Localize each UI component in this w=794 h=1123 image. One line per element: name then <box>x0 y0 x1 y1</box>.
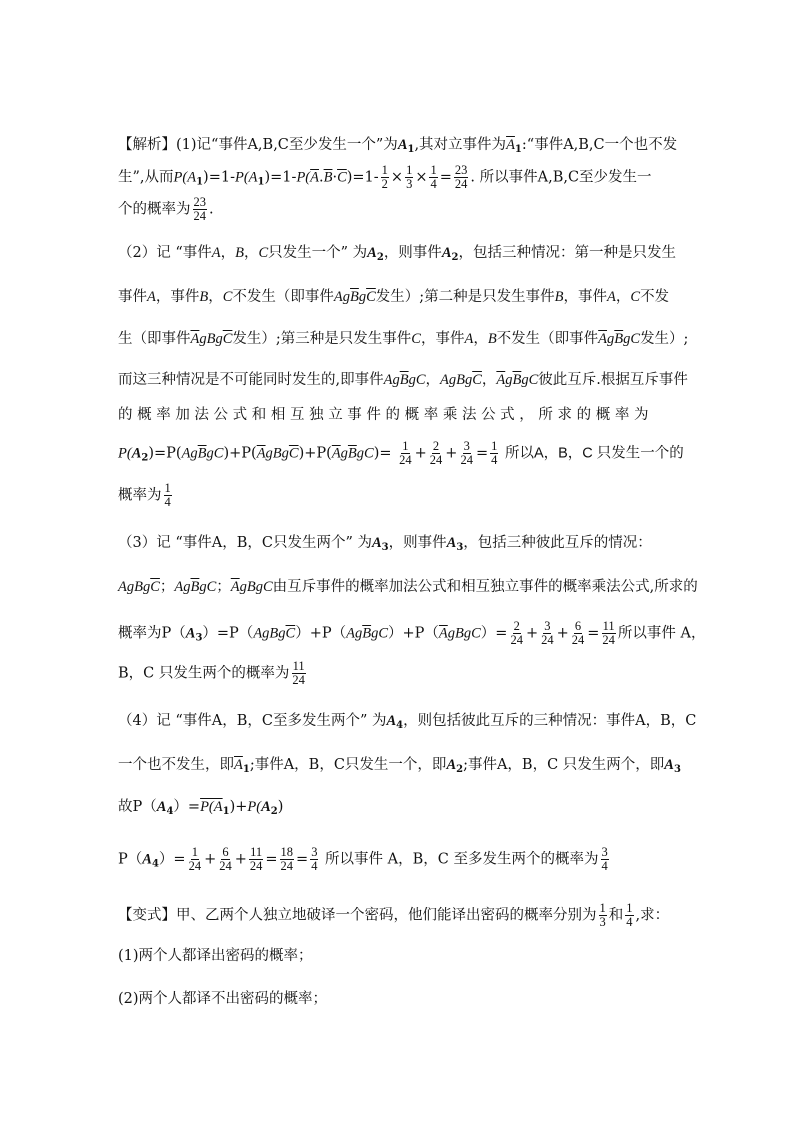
fraction <box>218 846 233 873</box>
text-segment: (2)两个人都译不出密码的概率； <box>118 991 328 1007</box>
text-segment: A <box>131 445 142 462</box>
text-segment: A <box>441 245 452 261</box>
text-segment: 3 <box>456 542 464 553</box>
text-segment: gC <box>371 625 388 642</box>
var: A <box>397 137 408 153</box>
text-segment: 4 <box>396 720 404 731</box>
text-segment: C <box>222 289 233 305</box>
text-segment: gC <box>408 372 426 388</box>
text-segment: 生（即事件 <box>118 331 191 347</box>
text-segment: 11 <box>250 845 263 859</box>
fraction <box>291 660 306 687</box>
text: )=1- <box>203 169 235 186</box>
text-segment: 4 <box>626 915 633 929</box>
text-segment: 2 <box>513 619 520 633</box>
text-segment: 2 <box>376 252 384 263</box>
text-segment: $\overline{B}$ <box>347 445 357 462</box>
text-segment: ，则事件 <box>383 245 442 261</box>
expr: P(A <box>234 169 258 186</box>
text-segment: 一个也不发生，即 <box>118 757 234 773</box>
text-segment: $\overline{A}$ <box>331 445 341 462</box>
text-segment: 11 <box>292 659 305 673</box>
sub: 1 <box>407 144 415 155</box>
fraction <box>454 164 469 191</box>
fraction <box>625 902 633 929</box>
text-segment: C <box>411 331 421 347</box>
text-segment: 3 <box>673 764 681 775</box>
text-segment: 24 <box>510 633 523 647</box>
text-segment: $\overline{A}$ <box>230 579 240 595</box>
text-segment: 2 <box>381 177 388 191</box>
analysis-line-3 <box>118 196 214 223</box>
text-segment: gBgC <box>447 625 481 642</box>
text-segment: ， <box>425 372 440 388</box>
fraction <box>601 846 609 873</box>
text-segment: 3 <box>311 845 318 859</box>
text-segment: = <box>587 625 600 642</box>
fraction <box>249 846 264 873</box>
sub: 1 <box>196 176 204 188</box>
fraction <box>429 440 444 467</box>
text-segment: A <box>367 245 377 261</box>
text-segment: 1 <box>191 845 198 859</box>
text-segment: ）=P（ <box>202 625 254 642</box>
text-segment: 3 <box>406 177 413 191</box>
text-segment: 4 <box>430 177 437 191</box>
text-segment: 24 <box>292 673 305 687</box>
text-segment: )+P( <box>223 445 257 462</box>
analysis-line-1 <box>118 136 677 159</box>
text-segment: $\overline{B}$ <box>362 625 372 642</box>
text-segment: 所以事件 A， <box>617 625 706 642</box>
text-segment: 18 <box>280 845 294 859</box>
text-segment: 1 <box>599 901 606 915</box>
text-segment: $\overline{A}$ <box>234 757 243 773</box>
text-segment: 3 <box>544 619 551 633</box>
text-segment: A <box>156 799 167 815</box>
text-segment: 发生）; <box>640 331 689 347</box>
text-segment: A <box>185 625 196 642</box>
text-segment: 不发 <box>640 289 670 305</box>
text-segment: g <box>358 289 367 305</box>
text-segment: 1 <box>164 481 171 495</box>
text-segment: $\overline{C}$ <box>285 625 296 642</box>
text-segment: A <box>386 713 397 729</box>
expr: P( <box>296 169 311 186</box>
text-segment: 3 <box>599 915 606 929</box>
text-segment: 24 <box>454 177 468 191</box>
sub: 1 <box>514 144 522 155</box>
text-segment: 不发生（即事件 <box>496 331 599 347</box>
text-segment: 1 <box>626 901 633 915</box>
text-segment: 发生）;第三种是只发生事件 <box>232 331 412 347</box>
text-segment: P(A <box>200 799 223 815</box>
text: 个的概率为 <box>118 201 191 218</box>
text-segment: ;事件A，B，C只发生一个，即 <box>249 757 447 773</box>
text-segment: ;事件A，B，C 只发生两个，即 <box>463 757 665 773</box>
text-segment: 不发生（即事件 <box>232 289 334 305</box>
part3-line-1 <box>118 534 652 557</box>
text: 【解析】(1)记“事件A,B,C至少发生一个”为 <box>118 137 398 153</box>
text-segment: 2 <box>270 806 278 817</box>
variant-line-1 <box>118 902 669 929</box>
text-segment: AgBg <box>118 579 151 595</box>
fraction <box>188 846 203 873</box>
text-segment: gC <box>623 331 641 347</box>
text-segment: = <box>265 851 278 868</box>
text-segment: + <box>234 851 247 868</box>
text-segment: 2 <box>432 439 440 453</box>
text-segment: ，则事件 <box>388 535 447 551</box>
fraction <box>280 846 295 873</box>
var: $\overline{B}$ <box>323 169 333 186</box>
text-segment: )=P( <box>148 445 182 462</box>
part2-line-7 <box>118 482 174 509</box>
text-segment: 故P（ <box>118 799 157 815</box>
text-segment: + <box>525 625 539 642</box>
text-segment: ； <box>216 579 231 595</box>
text-segment: B <box>199 289 209 305</box>
text-segment: ； <box>159 579 175 595</box>
text-segment: 1 <box>402 439 409 453</box>
text-segment: = <box>475 445 489 462</box>
part2-line-6 <box>118 440 684 468</box>
fraction <box>398 440 413 467</box>
text-segment: A <box>464 331 474 347</box>
text-segment: ，事件 <box>420 331 465 347</box>
fraction <box>310 846 318 873</box>
text-segment: A <box>664 757 674 773</box>
text-segment: 24 <box>429 453 443 467</box>
text-segment: g <box>607 331 615 347</box>
text-segment: 24 <box>541 633 554 647</box>
part2-line-4 <box>118 371 688 389</box>
text-segment: P（ <box>118 851 143 868</box>
text-segment: 24 <box>249 859 263 873</box>
text-segment: 1 <box>381 163 388 177</box>
text: ,其对立事件为 <box>414 137 507 153</box>
text-segment: A <box>607 289 616 305</box>
fraction <box>429 164 437 191</box>
text-segment: 概率为 <box>118 487 162 504</box>
text-segment: 4 <box>601 859 608 873</box>
text: )=1- <box>346 169 379 186</box>
text-segment: Ag <box>346 625 363 642</box>
text-segment: 6 <box>222 845 229 859</box>
text-segment: ， <box>220 245 236 261</box>
text-segment: 彼此互斥.根据互斥事件 <box>538 372 688 388</box>
text-segment: 1 <box>242 764 250 775</box>
fraction <box>459 440 474 467</box>
text-segment: 23 <box>193 195 206 209</box>
text-segment: 2 <box>141 452 149 464</box>
text-segment: gBg <box>199 331 223 347</box>
expr: P(A <box>173 169 197 186</box>
text-segment: B <box>487 331 497 347</box>
part2-line-2 <box>118 288 669 306</box>
text-segment: $\overline{A}$ <box>496 372 506 388</box>
text-segment: 4 <box>166 806 174 817</box>
part3-line-4 <box>118 660 308 687</box>
text-segment: ) <box>277 799 284 815</box>
fraction <box>193 196 208 223</box>
text-segment: gBgC <box>239 579 273 595</box>
text-segment: A <box>142 851 152 868</box>
text-segment: 2 <box>451 252 459 263</box>
text-segment: 24 <box>602 633 615 647</box>
text-segment: ，包括三种情况：第一种是只发生 <box>458 245 676 261</box>
fraction <box>599 902 607 929</box>
text-segment: ）+P（ <box>388 625 439 642</box>
text-segment: ）+P（ <box>295 625 347 642</box>
text-segment: 2 <box>456 764 464 775</box>
text: = <box>439 169 452 186</box>
text: )=1- <box>264 169 297 186</box>
text-segment: gC <box>356 445 374 462</box>
text-segment: A <box>261 799 271 815</box>
text-segment: 4 <box>311 859 318 873</box>
part3-line-2 <box>118 578 698 596</box>
var: $\overline{C}$ <box>337 169 347 186</box>
text-segment: (1)两个人都译出密码的概率； <box>118 948 313 964</box>
text-segment: ， <box>615 289 631 305</box>
text-segment: C <box>258 245 269 261</box>
text: :“事件A,B,C一个也不发 <box>521 137 678 153</box>
text-segment: 【变式】甲、乙两个人独立地破译一个密码，他们能译出密码的概率分别为 <box>118 907 597 924</box>
fraction <box>381 164 389 191</box>
fraction <box>601 620 616 647</box>
text-segment: 24 <box>399 453 412 467</box>
part4-line-3 <box>118 798 283 821</box>
text-segment: 1 <box>430 163 437 177</box>
text-segment: P( <box>118 445 132 462</box>
variant-line-2 <box>118 947 313 965</box>
fraction <box>571 620 586 647</box>
text-segment: 4 <box>491 453 498 467</box>
text-segment: B <box>554 289 564 305</box>
text-segment: 3 <box>381 542 389 553</box>
var: $\overline{A}$ <box>506 137 515 153</box>
text-segment: g <box>340 445 348 462</box>
text-segment: Ag <box>383 372 400 388</box>
text-segment: （2）记 “事件 <box>118 245 212 261</box>
text-segment: $\overline{B}$ <box>190 579 200 595</box>
text-segment: （4）记 “事件A，B，C至多发生两个” 为 <box>118 713 387 729</box>
text-segment: 4 <box>151 858 159 870</box>
text-segment: 只发生一个” 为 <box>268 245 368 261</box>
text-segment: ， <box>473 331 488 347</box>
text-segment: A <box>446 535 457 551</box>
text-segment: 24 <box>193 209 206 223</box>
text-segment: P( <box>247 799 262 815</box>
text: × <box>415 169 428 186</box>
text-segment: gC <box>199 579 217 595</box>
text-segment: $\overline{B}$ <box>197 445 207 462</box>
variant-line-3 <box>118 990 327 1008</box>
text: . 所以事件A,B,C至少发生一 <box>470 169 652 186</box>
text-segment: $\overline{C}$ <box>288 445 299 462</box>
text-segment: A <box>147 289 156 305</box>
text-segment: A <box>211 245 221 261</box>
text-segment: ，事件 <box>563 289 608 305</box>
fraction <box>490 440 498 467</box>
text-segment: Ag <box>181 445 198 462</box>
text: . <box>209 201 214 218</box>
text-segment: ， <box>208 289 223 305</box>
text-segment: ，则包括彼此互斥的三种情况：事件A，B，C <box>403 713 697 729</box>
analysis-line-2 <box>118 164 652 192</box>
text: . <box>318 169 324 186</box>
text-segment: $\overline{B}$ <box>512 372 522 388</box>
text-segment: gC <box>206 445 224 462</box>
text-segment: 4 <box>164 495 171 509</box>
fraction <box>540 620 555 647</box>
text: 生”,从而 <box>118 169 174 186</box>
text-segment: gBg <box>265 445 289 462</box>
text-segment: ）= <box>158 851 186 868</box>
text-segment: 6 <box>574 619 582 633</box>
text-segment: Ag <box>174 579 191 595</box>
text-segment: 3 <box>601 845 608 859</box>
text-segment: g <box>505 372 513 388</box>
text-segment: $\overline{A}$ <box>438 625 448 642</box>
part4-line-2 <box>118 756 681 779</box>
text: · <box>332 169 338 186</box>
text-segment: ）= <box>480 625 508 642</box>
text-segment: B，C 只发生两个的概率为 <box>118 665 290 682</box>
text-segment: gC <box>521 372 539 388</box>
text-segment: C <box>630 289 641 305</box>
text-segment: ， <box>481 372 497 388</box>
text-segment: 3 <box>463 439 470 453</box>
part2-line-3 <box>118 330 688 348</box>
text: × <box>390 169 404 186</box>
text-segment: 11 <box>602 619 615 633</box>
text-segment: $\overline{B}$ <box>614 331 624 347</box>
text-segment: + <box>445 445 458 462</box>
text-segment: （3）记 “事件A，B，C只发生两个” 为 <box>118 535 372 551</box>
text-segment: B <box>235 245 244 261</box>
text-segment: $\overline{C}$ <box>366 289 376 305</box>
text-segment: ）= <box>173 799 201 815</box>
text-segment: ，事件 <box>155 289 200 305</box>
text-segment: $\overline{C}$ <box>222 331 233 347</box>
sub: 1 <box>257 176 265 188</box>
text-segment: AgBg <box>440 372 473 388</box>
text-segment: 所以A，B，C 只发生一个的 <box>504 445 684 462</box>
text-segment: + <box>556 625 569 642</box>
text-segment: 由互斥事件的概率加法公式和相互独立事件的概率乘法公式,所求的 <box>272 579 698 595</box>
part4-line-1 <box>118 712 696 735</box>
fraction <box>164 482 172 509</box>
text-segment: 24 <box>219 859 232 873</box>
fraction <box>405 164 413 191</box>
text-segment: 的 概 率 加 法 公 式 和 相 互 独 立 事 件 的 概 率 乘 法 公 式 ， 所 求 的 概 率 为 <box>118 407 649 423</box>
part3-line-3 <box>118 620 706 648</box>
text-segment: )+ <box>229 799 248 815</box>
text-segment: ，包括三种彼此互斥的情况： <box>463 535 652 551</box>
text-segment: 24 <box>571 633 585 647</box>
text-segment: $\overline{C}$ <box>472 372 482 388</box>
text-segment: 24 <box>188 859 202 873</box>
text-segment: $\overline{A}$ <box>256 445 266 462</box>
text-segment: + <box>414 445 427 462</box>
text-segment: 23 <box>454 163 468 177</box>
text-segment: 1 <box>406 163 413 177</box>
text-segment: 24 <box>460 453 473 467</box>
text-segment: 概率为P（ <box>118 625 186 642</box>
text-segment: 事件 <box>118 289 147 305</box>
text-segment: AgBg <box>253 625 286 642</box>
text-segment: ,求： <box>635 907 670 924</box>
text-segment: Ag <box>333 289 350 305</box>
text-segment: )= <box>373 445 392 462</box>
text-segment: + <box>204 851 217 868</box>
text-segment: 发生）;第二种是只发生事件 <box>375 289 555 305</box>
text-segment: $\overline{C}$ <box>150 579 160 595</box>
text-segment: 24 <box>280 859 294 873</box>
text-segment: 和 <box>608 907 624 924</box>
text-segment: )+P( <box>298 445 332 462</box>
text-segment: $\overline{B}$ <box>399 372 409 388</box>
text-segment: 3 <box>195 632 203 644</box>
part2-line-1 <box>118 244 676 267</box>
text-segment: A <box>372 535 382 551</box>
text-segment: 1 <box>222 806 230 817</box>
text-segment: 所以事件 A，B，C 至多发生两个的概率为 <box>325 851 599 868</box>
text-segment: $\overline{A}$ <box>190 331 200 347</box>
text-segment: $\overline{B}$ <box>350 289 359 305</box>
text-segment: ， <box>243 245 259 261</box>
text-segment: $\overline{A}$ <box>598 331 608 347</box>
text-segment: A <box>446 757 457 773</box>
text-segment: 而这三种情况是不可能同时发生的,即事件 <box>118 372 384 388</box>
text-segment: = <box>296 851 309 868</box>
part2-line-5 <box>118 406 648 424</box>
part4-line-4 <box>118 846 611 874</box>
fraction <box>509 620 524 647</box>
text-segment: 1 <box>491 439 498 453</box>
var: $\overline{A}$ <box>310 169 319 186</box>
